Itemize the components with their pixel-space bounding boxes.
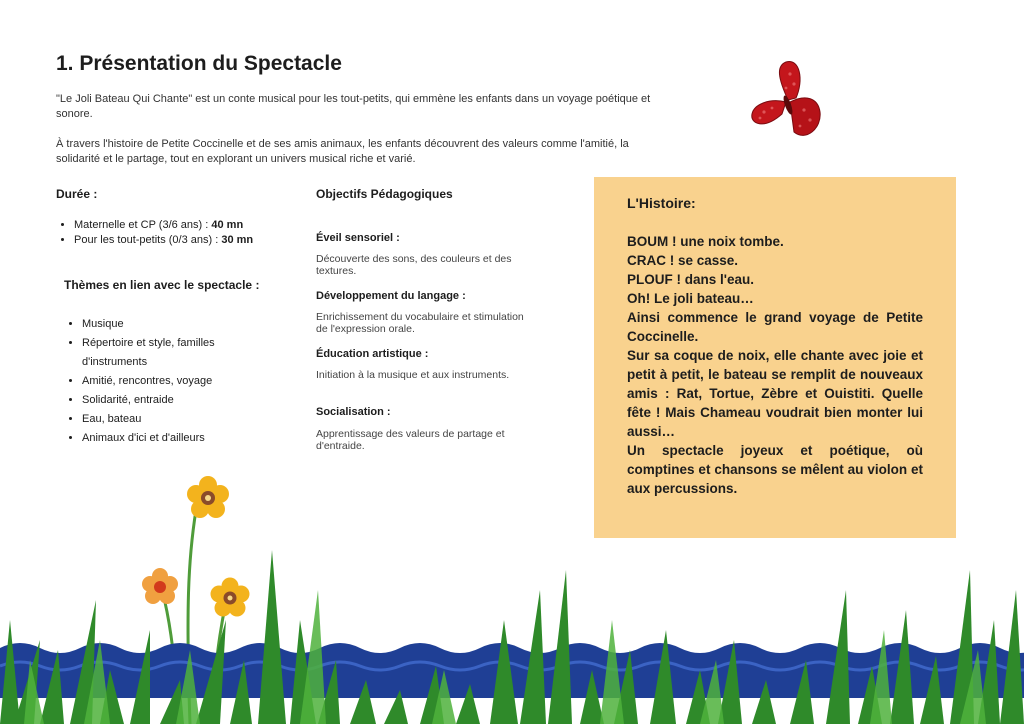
list-item: • Amitié, rencontres, voyage <box>82 372 215 391</box>
list-item: • Animaux d'ici et d'ailleurs <box>82 429 215 448</box>
story-line: Oh! Le joli bateau… <box>627 291 754 306</box>
objectif-title: Éveil sensoriel : <box>316 232 400 244</box>
objectifs-heading: Objectifs Pédagogiques <box>316 187 453 201</box>
butterfly-icon <box>748 58 830 144</box>
meadow-illustration <box>0 470 1024 724</box>
themes-heading: Thèmes en lien avec le spectacle : <box>64 278 260 292</box>
objectif-title: Éducation artistique : <box>316 348 429 360</box>
flower-icon <box>142 476 250 617</box>
objectif-text: Enrichissement du vocabulaire et stimulation de l'expression orale. <box>316 311 524 335</box>
story-line: CRAC ! se casse. <box>627 253 739 268</box>
page-title: 1. Présentation du Spectacle <box>56 52 342 75</box>
story-line: Un spectacle joyeux et poétique, où comptines et chansons se mêlent au violon et aux percussions. <box>627 443 923 496</box>
duree-list <box>56 218 253 248</box>
objectif-text: Découverte des sons, des couleurs et des textures. <box>316 253 512 277</box>
duree-label: Pour les tout-petits (0/3 ans) : <box>74 234 222 246</box>
themes-list <box>64 315 215 448</box>
intro-paragraph-2: À travers l'histoire de Petite Coccinelle et de ses amis animaux, les enfants découvrent des valeurs comme l'amitié, la solidarité et le partage, tout en explorant un univers musical riche et varié. <box>56 138 629 165</box>
objectif-title: Développement du langage : <box>316 290 466 302</box>
story-line: BOUM ! une noix tombe. <box>627 234 784 249</box>
list-item <box>74 233 253 248</box>
list-item: • Solidarité, entraide <box>82 391 215 410</box>
list-item: • Eau, bateau <box>82 410 215 429</box>
objectif-title: Socialisation : <box>316 406 391 418</box>
story-line: PLOUF ! dans l'eau. <box>627 272 754 287</box>
intro-paragraph-1: "Le Joli Bateau Qui Chante" est un conte musical pour les tout-petits, qui emmène les enfants dans un voyage poétique et sonore. <box>56 93 651 120</box>
duree-label: Maternelle et CP (3/6 ans) : <box>74 219 212 231</box>
duree-heading: Durée : <box>56 187 98 201</box>
duree-value: 30 mn <box>221 234 254 246</box>
story-heading: L'Histoire: <box>627 195 696 211</box>
duree-value: 40 mn <box>211 219 244 231</box>
objectif-text: Apprentissage des valeurs de partage et d'entraide. <box>316 428 505 452</box>
list-item: • Musique <box>82 315 215 334</box>
list-item <box>74 218 253 233</box>
story-line: Sur sa coque de noix, elle chante avec joie et petit à petit, le bateau se remplit de nouveaux amis : Rat, Tortue, Zèbre et Ouistiti. Quelle fête ! Mais Chameau voudrait bien monter lui aussi… <box>627 348 923 439</box>
list-item: • Répertoire et style, familles <box>82 334 215 353</box>
story-line: Ainsi commence le grand voyage de Petite Coccinelle. <box>627 310 923 344</box>
objectif-text: Initiation à la musique et aux instruments. <box>316 369 510 381</box>
story-text <box>627 232 923 498</box>
list-item: d'instruments <box>82 356 148 368</box>
